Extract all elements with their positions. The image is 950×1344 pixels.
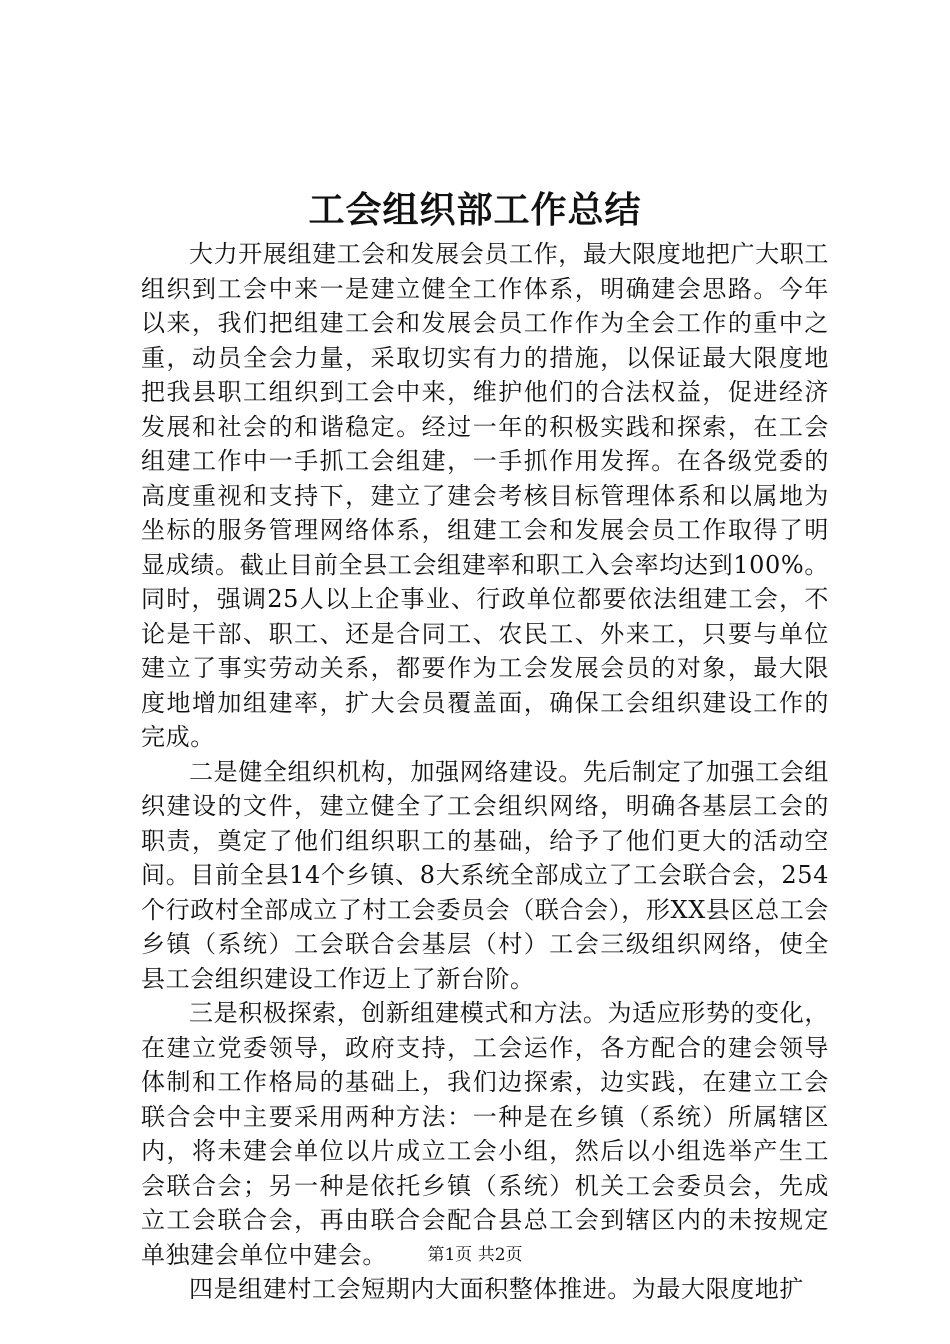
document-title: 工会组织部工作总结 (308, 189, 642, 231)
page-footer: 第1页 共2页 (427, 1245, 523, 1265)
paragraph-1: 大力开展组建工会和发展会员工作，最大限度地把广大职工组织到工会中来一是建立健全工作体系，明确建会思路。今年以来，我们把组建工会和发展会员工作作为全会工作的重中之重，动员全会力量，采取切实有力的措施，以保证最大限度地把我县职工组织到工会中来，维护他们的合法权益，促进经济发展和社会的和谐稳定。经过一年的积极实践和探索，在工会组建工作中一手抓工会组建，一手抓作用发挥。在各级党委的高度重视和支持下，建立了建会考核目标管理体系和以属地为坐标的服务管理网络体系，组建工会和发展会员工作取得了明显成绩。截止目前全县工会组建率和职工入会率均达到100%。同时，强调25人以上企事业、行政单位都要依法组建工会，不论是干部、职工、还是合同工、农民工、外来工，只要与单位建立了事实劳动关系，都要作为工会发展会员的对象，最大限度地增加组建率，扩大会员覆盖面，确保工会组织建设工作的完成。 (141, 240, 829, 751)
paragraph-4: 四是组建村工会短期内大面积整体推进。为最大限度地扩 (189, 1275, 804, 1303)
paragraph-3: 三是积极探索，创新组建模式和方法。为适应形势的变化，在建立党委领导，政府支持，工会运作，各方配合的建会领导体制和工作格局的基础上，我们边探索，边实践，在建立工会联合会中主要采用两种方法：一种是在乡镇（系统）所属辖区内，将未建会单位以片成立工会小组，然后以小组选举产生工会联合会；另一种是依托乡镇（系统）机关工会委员会，先成立工会联合会，再由联合会配合县总工会到辖区内的未按规定单独建会单位中建会。 (141, 999, 829, 1269)
paragraph-2: 二是健全组织机构，加强网络建设。先后制定了加强工会组织建设的文件，建立健全了工会组织网络，明确各基层工会的职责，奠定了他们组织职工的基础，给予了他们更大的活动空间。目前全县14个乡镇、8大系统全部成立了工会联合会，254个行政村全部成立了村工会委员会（联合会），形XX县区总工会乡镇（系统）工会联合会基层（村）工会三级组织网络，使全县工会组织建设工作迈上了新台阶。 (141, 757, 829, 993)
document-body (141, 237, 829, 1307)
